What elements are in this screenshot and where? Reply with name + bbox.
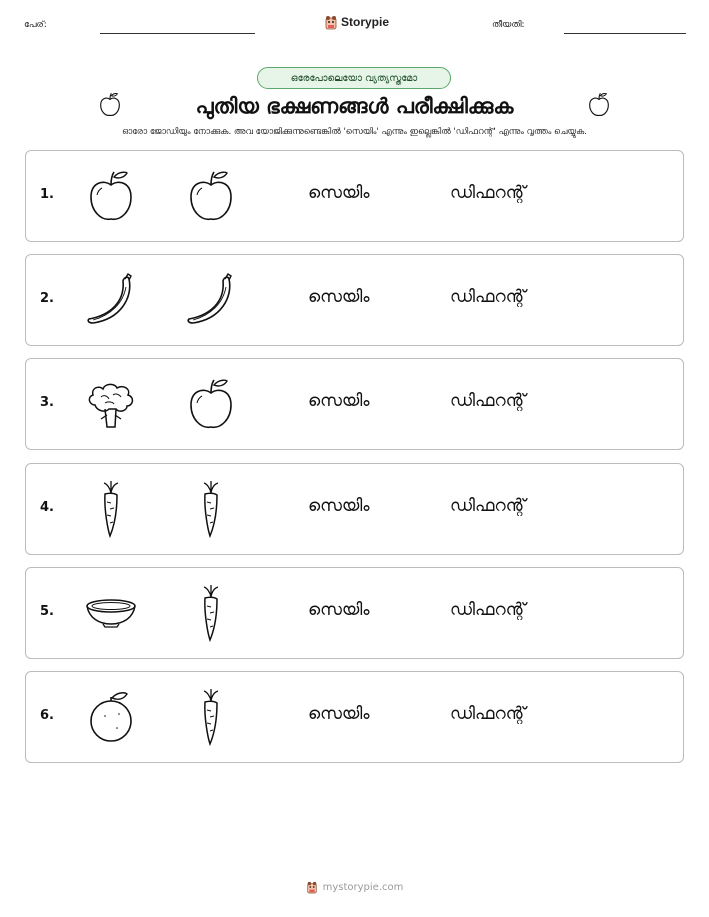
banana-icon — [81, 271, 141, 331]
different-option[interactable]: ഡിഫറന്റ് — [450, 496, 526, 516]
carrot-icon — [81, 480, 141, 540]
bowl-icon — [81, 584, 141, 644]
apple-icon — [181, 167, 241, 227]
footer — [0, 880, 709, 894]
different-option[interactable]: ഡിഫറന്റ് — [450, 391, 526, 411]
worksheet-header — [0, 14, 709, 38]
carrot-icon — [181, 480, 241, 540]
same-option[interactable]: സെയിം — [308, 600, 370, 620]
question-card — [25, 671, 684, 763]
food-left-image — [81, 271, 141, 331]
question-card — [25, 150, 684, 242]
different-option[interactable]: ഡിഫറന്റ് — [450, 600, 526, 620]
name-write-line — [100, 33, 255, 34]
apple-icon — [81, 167, 141, 227]
food-right-image — [181, 375, 241, 435]
storypie-mascot-icon — [306, 880, 318, 894]
question-card — [25, 567, 684, 659]
orange-icon — [81, 688, 141, 748]
question-number: 1. — [40, 187, 54, 202]
food-left-image — [81, 480, 141, 540]
title-row — [0, 90, 709, 122]
same-option[interactable]: സെയിം — [308, 391, 370, 411]
food-right-image — [181, 688, 241, 748]
question-card — [25, 254, 684, 346]
food-right-image — [181, 480, 241, 540]
storypie-mascot-icon — [324, 14, 338, 30]
question-card — [25, 358, 684, 450]
apple-icon — [181, 375, 241, 435]
question-number: 3. — [40, 395, 54, 410]
food-right-image — [181, 584, 241, 644]
same-option[interactable]: സെയിം — [308, 704, 370, 724]
carrot-icon — [181, 688, 241, 748]
different-option[interactable]: ഡിഫറന്റ് — [450, 183, 526, 203]
name-label: പേര്: — [24, 20, 47, 30]
different-option[interactable]: ഡിഫറന്റ് — [450, 704, 526, 724]
food-left-image — [81, 167, 141, 227]
carrot-icon — [181, 584, 241, 644]
broccoli-icon — [81, 375, 141, 435]
banana-icon — [181, 271, 241, 331]
date-write-line — [564, 33, 686, 34]
question-number: 6. — [40, 708, 54, 723]
question-number: 4. — [40, 500, 54, 515]
topic-badge-text: ഒരേപോലെയോ വ്യത്യസ്തമോ — [290, 72, 418, 84]
date-label: തീയതി: — [492, 20, 525, 30]
brand-logo — [324, 14, 389, 30]
question-card — [25, 463, 684, 555]
page-title: പുതിയ ഭക്ഷണങ്ങൾ പരീക്ഷിക്കുക — [195, 94, 514, 118]
brand-name: Storypie — [341, 15, 390, 29]
same-option[interactable]: സെയിം — [308, 287, 370, 307]
different-option[interactable]: ഡിഫറന്റ് — [450, 287, 526, 307]
instructions-text: ഓരോ ജോഡിയും നോക്കുക. അവ യോജിക്കുന്നുണ്ടെങ്കിൽ 'സെയിം' എന്നും ഇല്ലെങ്കിൽ 'ഡിഫറന്റ്' എന്നും വൃത്തം ചെയ്യുക. — [122, 127, 587, 137]
food-left-image — [81, 584, 141, 644]
food-right-image — [181, 271, 241, 331]
apple-icon — [585, 91, 613, 119]
footer-website[interactable]: mystorypie.com — [322, 881, 404, 893]
same-option[interactable]: സെയിം — [308, 496, 370, 516]
question-number: 2. — [40, 291, 54, 306]
food-left-image — [81, 688, 141, 748]
question-number: 5. — [40, 604, 54, 619]
food-left-image — [81, 375, 141, 435]
same-option[interactable]: സെയിം — [308, 183, 370, 203]
food-right-image — [181, 167, 241, 227]
topic-badge — [257, 67, 451, 89]
